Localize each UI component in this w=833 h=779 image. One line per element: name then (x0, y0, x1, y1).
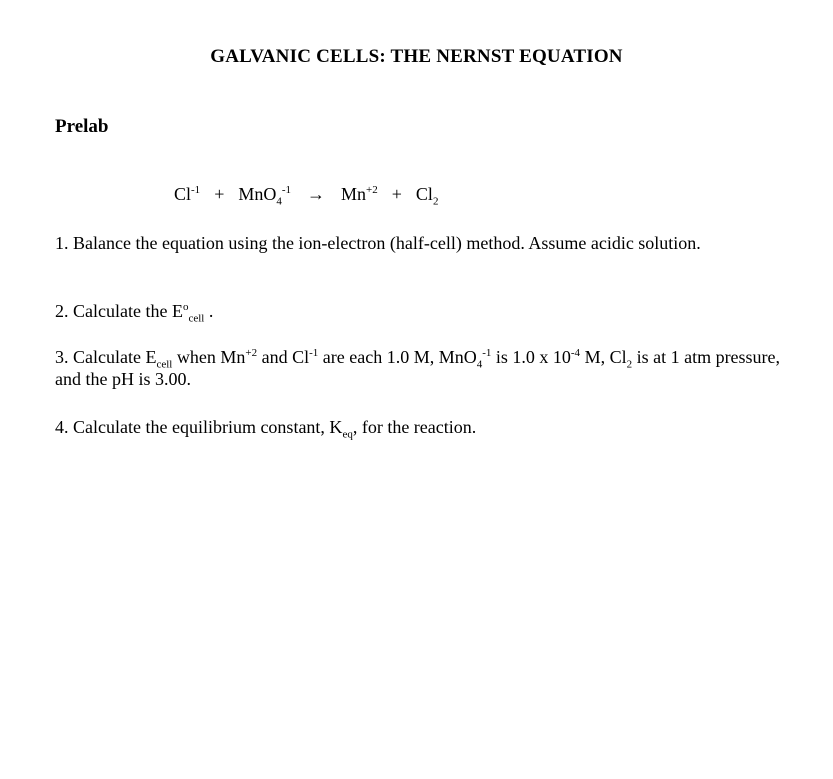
reaction-equation (174, 184, 439, 208)
reaction-arrow-icon: → (307, 184, 326, 204)
page-title: GALVANIC CELLS: THE NERNST EQUATION (210, 46, 623, 67)
plus-sign: + (391, 184, 402, 204)
chlorine-molecule: $Cl_2$ (415, 184, 439, 208)
manganese-ion: $Mn^{+2}$ (341, 184, 378, 204)
chloride-ion: $Cl^{-1}$ (174, 184, 201, 204)
plus-sign: + (214, 184, 225, 204)
question-1: 1. Balance the equation using the ion-electron (half-cell) method. Assume acidic solution. (55, 233, 701, 253)
section-heading-prelab: Prelab (55, 116, 109, 137)
permanganate-ion: MnO$_4^{-1}$ (238, 184, 292, 208)
question-3: 3. Calculate $E_{cell}$ when $Mn^{+2}$ and $Cl^{-1}$ are each 1.0 M, MnO$_4^{-1}$ is 1.0 x $10^{-4}$ M, $Cl_2$ is at 1 atm pressure, and the pH is 3.00. (55, 347, 781, 389)
question-2: 2. Calculate the $E^o_{cell}$ . (55, 301, 214, 325)
question-4: 4. Calculate the equilibrium constant, $K_{eq}$, for the reaction. (55, 417, 477, 441)
